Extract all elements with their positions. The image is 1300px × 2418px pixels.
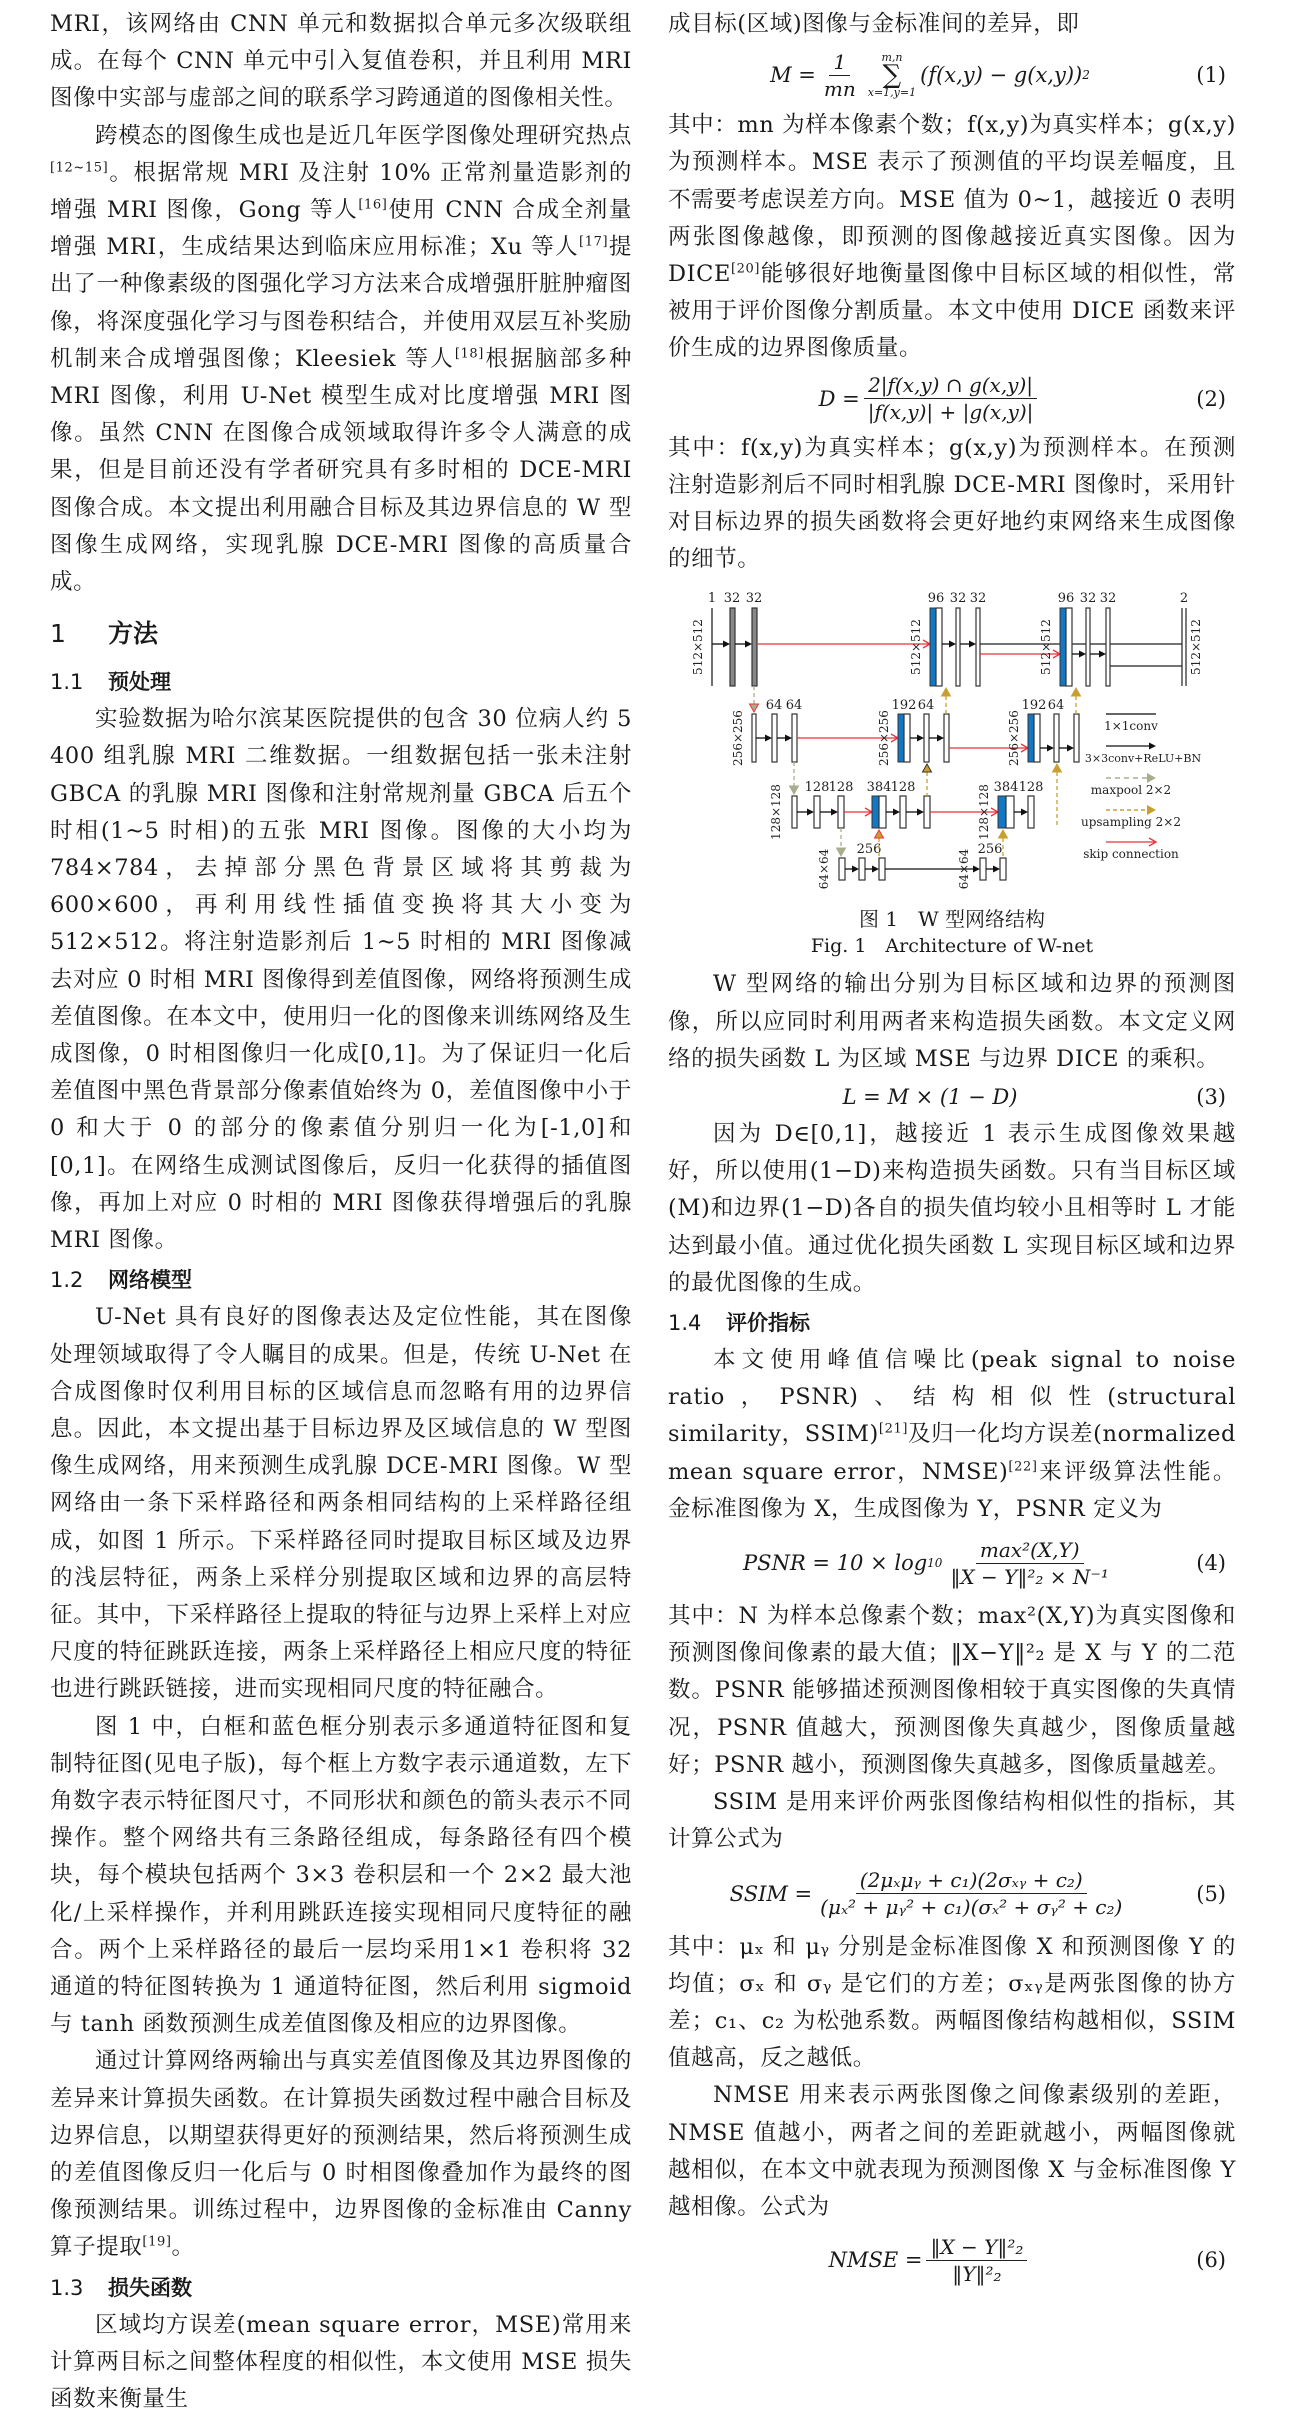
paragraph: 因为 D∈[0,1]，越接近 1 表示生成图像效果越好，所以使用(1−D)来构造损失函数。只有当目标区域(M)和边界(1−D)各自的损失值均较小且相等时 L 才能达到最小值。通过优化损失函数 L 实现目标区域和边界的最优图像的生成。 — [668, 1121, 1236, 1296]
feature-map — [1086, 608, 1090, 686]
upsample-arrowhead — [1053, 764, 1062, 772]
conv-arrowhead — [872, 866, 879, 873]
subsection-heading: 1.4 评价指标 — [668, 1311, 810, 1336]
upsample-arrowhead — [923, 764, 932, 772]
equation-number: (2) — [1196, 386, 1226, 411]
feature-map — [792, 714, 797, 762]
feature-map — [772, 714, 777, 762]
conv-arrowhead — [1021, 809, 1028, 816]
size-label: 256×256 — [1007, 710, 1021, 767]
equation-1: M = $\frac{1}{mn}$ m,n ∑ x=1,y=1 (f(x,y) − g(x,y)) 2 (1) — [770, 49, 1226, 101]
equation-5: SSIM = $\frac{\text{(2μₓμᵧ + c₁)(2σₓᵧ + c₂)}}{\text{(μₓ² + μᵧ² + c₁)(σₓ² + σᵧ² + c₂)}}$ (5) — [729, 1868, 1226, 1919]
conv-arrowhead — [852, 866, 859, 873]
equation-number: (3) — [1196, 1085, 1226, 1110]
w-net-diagram — [668, 582, 1236, 902]
equation-6: NMSE = $\frac{\text{‖X − Y‖²₂}}{\text{‖Y‖²₂}}$ (6) — [828, 2234, 1226, 2286]
channel-label: 64 — [765, 698, 783, 714]
feature-map — [976, 608, 980, 686]
channel-label: 96 — [927, 591, 945, 607]
channel-label: 192 — [891, 698, 917, 714]
figure-caption-en: Fig. 1 Architecture of W-net — [810, 935, 1094, 958]
left-column — [50, 0, 632, 2418]
paragraph: 区域均方误差(mean square error，MSE)常用来计算两目标之间整体程度的相似性，本文使用 MSE 损失函数来衡量生 — [50, 2311, 632, 2412]
conv-arrowhead — [1079, 651, 1086, 658]
feature-map — [1054, 714, 1059, 762]
equation-3: L = M × (1 − D) (3) — [842, 1085, 1226, 1110]
channel-label: 32 — [949, 591, 967, 607]
channel-label: 128 — [890, 780, 916, 796]
legend-label: upsampling 2×2 — [1080, 815, 1182, 830]
paragraph: SSIM 是用来评价两张图像结构相似性的指标，其计算公式为 — [668, 1789, 1236, 1853]
legend-label: 3×3conv+ReLU+BN — [1084, 752, 1202, 766]
channel-label: 96 — [1057, 591, 1075, 607]
paragraph: NMSE 用来表示两张图像之间像素级别的差距，NMSE 值越小，两者之间的差距就越小，两幅图像就越相似，在本文中就表现为预测图像 X 与金标准图像 Y 越相像。公式为 — [668, 2082, 1236, 2220]
conv-arrowhead — [765, 735, 772, 742]
feature-map — [980, 858, 986, 880]
feature-map — [1066, 608, 1072, 686]
conv-arrowhead — [807, 809, 814, 816]
feature-map — [839, 858, 845, 880]
feature-map — [752, 608, 757, 686]
copied-feature-map — [1028, 714, 1034, 762]
feature-map — [752, 714, 756, 762]
conv-arrowhead — [1099, 651, 1106, 658]
copied-feature-map — [872, 796, 879, 828]
paragraph: 其中：f(x,y)为真实样本；g(x,y)为预测样本。在预测注射造影剂后不同时相乳腺 DCE-MRI 图像时，采用针对目标边界的损失函数将会更好地约束网络来生成图像的细节。 — [668, 434, 1236, 573]
channel-label: 384 — [866, 780, 892, 796]
subsection-heading: 1.2 网络模型 — [50, 1268, 192, 1293]
feature-map — [924, 796, 930, 828]
paragraph: 通过计算网络两输出与真实差值图像及其边界图像的差异来计算损失函数。在计算损失函数过程中融合目标及边界信息，以期望获得更好的预测结果，然后将预测生成的差值图像反归一化后与 0 时相图像叠加作为最终的图像预测结果。训练过程中，边界图像的金标准由 Canny 算子提取[19]。 — [50, 2048, 632, 2261]
w-net-figure — [668, 582, 1236, 906]
channel-label: 32 — [969, 591, 987, 607]
citation: [21] — [878, 1421, 908, 1437]
channel-label: 192 — [1021, 698, 1047, 714]
feature-map — [1028, 796, 1034, 828]
citation: [19] — [142, 2234, 172, 2250]
copied-feature-map — [998, 796, 1006, 828]
channel-label: 128 — [804, 780, 830, 796]
upsample-arrowhead — [999, 830, 1008, 838]
size-label: 128×128 — [977, 784, 991, 841]
conv-arrowhead — [969, 641, 976, 648]
size-label: 512×512 — [1039, 619, 1053, 676]
feature-map — [924, 714, 929, 762]
section-heading: 1 方法 — [50, 619, 159, 649]
size-label: 64×64 — [957, 849, 971, 890]
paragraph: W 型网络的输出分别为目标区域和边界的预测图像，所以应同时利用两者来构造损失函数。本文定义网络的损失函数 L 为区域 MSE 与边界 DICE 的乘积。 — [668, 971, 1236, 1072]
conv-arrowhead — [831, 809, 838, 816]
citation: [17] — [579, 234, 609, 250]
subsection-heading: 1.1 预处理 — [50, 670, 171, 695]
legend-label: skip connection — [1083, 847, 1179, 862]
citation: [22] — [1008, 1459, 1038, 1475]
conv-arrowhead — [1047, 745, 1054, 752]
legend-maxpool-head — [1147, 773, 1156, 783]
feature-map — [1106, 608, 1110, 686]
feature-map — [944, 714, 949, 762]
equation-number: (1) — [1196, 63, 1226, 88]
size-label: 256×256 — [731, 710, 745, 767]
paragraph: 本文使用峰值信噪比(peak signal to noise ratio，PSNR)、结构相似性(structural similarity，SSIM)[21]及归一化均方误差(normalized mean square error，NMSE)[22]来评级算法性能。金标准图像为 X，生成图像为 Y，PSNR 定义为 — [668, 1347, 1237, 1522]
channel-label: 64 — [1047, 698, 1065, 714]
paragraph: 其中：mn 为样本像素个数；f(x,y)为真实样本；g(x,y)为预测样本。MSE 表示了预测值的平均误差幅度，且不需要考虑误差方向。MSE 值为 0~1，越接近 0 表明两张图像越像，即预测的图像越接近真实图像。因为 DICE[20]能够很好地衡量图像中目标区域的相似性，常被用于评价图像分割质量。本文中使用 DICE 函数来评价生成的边界图像质量。 — [668, 112, 1236, 362]
channel-label: 2 — [1179, 591, 1189, 607]
copied-feature-map — [930, 608, 936, 686]
feature-map — [838, 796, 844, 828]
channel-label: 1 — [707, 591, 717, 607]
conv-arrowhead — [917, 809, 924, 816]
copied-feature-map — [898, 714, 904, 762]
upsample-arrowhead — [875, 830, 884, 838]
feature-map — [879, 796, 886, 828]
feature-map — [730, 608, 735, 686]
maxpool-arrowhead — [837, 848, 846, 856]
conv-arrowhead — [937, 735, 944, 742]
channel-label: 32 — [1079, 591, 1097, 607]
legend-upsample-head — [1147, 805, 1156, 815]
paragraph: 跨模态的图像生成也是近几年医学图像处理研究热点[12~15]。根据常规 MRI 及注射 10% 正常剂量造影剂的增强 MRI 图像，Gong 等人[16]使用 CNN 合成全剂量增强 MRI，生成结果达到临床应用标准；Xu 等人[17]提出了一种像素级的图强化学习方法来合成增强肝脏肿瘤图像，将深度强化学习与图卷积结合，并使用双层互补奖励机制来合成增强图像；Kleesiek 等人[18]根据脑部多种 MRI 图像，利用 U-Net 模型生成对比度增强 MRI 图像。虽然 CNN 在图像合成领域取得许多令人满意的成果，但是目前还没有学者研究具有多时相的 DCE-MRI 图像合成。本文提出利用融合目标及其边界信息的 W 型图像生成网络，实现乳腺 DCE-MRI 图像的高质量合成。 — [50, 122, 633, 596]
paragraph: U-Net 具有良好的图像表达及定位性能，其在图像处理领域取得了令人瞩目的成果。但是，传统 U-Net 在合成图像时仅利用目标的区域信息而忽略有用的边界信息。因此，本文提出基于目标边界及区域信息的 W 型图像生成网络，用来预测生成乳腺 DCE-MRI 图像。W 型网络由一条下采样路径和两条相同结构的上采样路径组成，如图 1 所示。下采样路径同时提取目标区域及边界的浅层特征，两条上采样分别提取区域和边界的高层特征。其中，下采样路径上提取的特征与边界上采样上对应尺度的特征跳跃连接，两条上采样路径上相应尺度的特征也进行跳跃链接，进而实现相同尺度的特征融合。 — [50, 1304, 632, 1703]
feature-map — [900, 796, 906, 828]
conv-arrowhead — [723, 641, 730, 648]
equation-4: PSNR = 10 × log 10 $\frac{\text{max²(X,Y)}}{\text{‖X − Y‖²₂ × N⁻¹}}$ (4) — [743, 1537, 1226, 1589]
feature-map — [936, 608, 942, 686]
size-label: 512×512 — [1189, 619, 1203, 676]
conv-arrowhead — [745, 641, 752, 648]
size-label: 128×128 — [769, 784, 783, 841]
upsample-arrowhead — [1072, 688, 1081, 696]
channel-label: 32 — [723, 591, 741, 607]
paragraph: MRI，该网络由 CNN 单元和数据拟合单元多次级联组成。在每个 CNN 单元中引入复值卷积，并且利用 MRI 图像中实部与虚部之间的联系学习跨通道的图像相关性。 — [50, 11, 632, 112]
feature-map — [814, 796, 820, 828]
equation-2: D = $\frac{2|f(x,y) \cap g(x,y)|}{|f(x,y)| + |g(x,y)|}$ (2) — [818, 373, 1226, 425]
conv-arrowhead — [1149, 743, 1156, 750]
channel-label: 32 — [1099, 591, 1117, 607]
channel-label: 256 — [977, 842, 1003, 858]
channel-label: 128 — [828, 780, 854, 796]
channel-label: 64 — [917, 698, 935, 714]
equation-number: (4) — [1196, 1551, 1226, 1576]
citation: [20] — [730, 261, 761, 277]
paragraph: 实验数据为哈尔滨某医院提供的包含 30 位病人约 5 400 组乳腺 MRI 二维数据。一组数据包括一张未注射 GBCA 的乳腺 MRI 图像和注射常规剂量 GBCA 后五个时相(1~5 时相)的五张 MRI 图像。图像的大小均为 784×784，去掉部分黑色背景区域将其剪裁为 600×600，再利用线性插值变换将其大小变为 512×512。将注射造影剂后 1~5 时相的 MRI 图像减去对应 0 时相 MRI 图像得到差值图像，网络将预测生成差值图像。在本文中，使用归一化的图像来训练网络及生成图像，0 时相图像归一化成[0,1]。为了保证归一化后差值图中黑色背景部分像素值始终为 0，差值图像中小于 0 和大于 0 的部分的像素值分别归一化为[-1,0]和[0,1]。在网络生成测试图像后，反归一化获得的插值图像，再加上对应 0 时相的 MRI 图像获得增强后的乳腺 MRI 图像。 — [50, 706, 632, 1254]
conv-arrowhead — [893, 809, 900, 816]
citation: [16] — [358, 197, 388, 213]
conv-arrowhead — [785, 735, 792, 742]
feature-map — [956, 608, 960, 686]
paragraph: 其中：μₓ 和 μᵧ 分别是金标准图像 X 和预测图像 Y 的均值；σₓ 和 σᵧ 是它们的方差；σₓᵧ是两张图像的协方差；c₁、c₂ 为松弛系数。两幅图像结构越相似，SSIM 值越高，反之越低。 — [668, 1933, 1236, 2072]
feature-map — [792, 796, 797, 828]
copied-feature-map — [1060, 608, 1066, 686]
equation-number: (6) — [1196, 2248, 1226, 2273]
conv-arrowhead — [973, 866, 980, 873]
feature-map — [1000, 858, 1006, 880]
conv-arrowhead — [949, 641, 956, 648]
upsample-arrowhead — [942, 688, 951, 696]
paragraph: 其中：N 为样本总像素个数；max²(X,Y)为真实图像和预测图像间像素的最大值；‖X−Y‖²₂ 是 X 与 Y 的二范数。PSNR 能够描述预测图像相较于真实图像的失真情况，PSNR 值越大，预测图像失真越少，图像质量越好；PSNR 越小，预测图像失真越多，图像质量越差。 — [668, 1603, 1236, 1778]
legend-label: maxpool 2×2 — [1090, 783, 1172, 798]
channel-label: 128 — [1018, 780, 1044, 796]
feature-map — [1074, 714, 1079, 762]
citation: [12~15] — [50, 160, 109, 176]
channel-label: 32 — [745, 591, 763, 607]
figure-caption-cn: 图 1 W 型网络结构 — [859, 907, 1045, 932]
channel-label: 384 — [993, 780, 1019, 796]
feature-map — [904, 714, 910, 762]
maxpool-arrowhead — [750, 704, 759, 712]
size-label: 512×512 — [691, 619, 705, 676]
feature-map — [1006, 796, 1014, 828]
conv-arrowhead — [917, 735, 924, 742]
size-label: 512×512 — [909, 619, 923, 676]
citation: [18] — [454, 346, 484, 362]
subsection-heading: 1.3 损失函数 — [50, 2275, 192, 2300]
legend-label: 1×1conv — [1104, 719, 1158, 734]
conv-arrowhead — [993, 866, 1000, 873]
right-column — [668, 0, 1236, 2294]
channel-label: 256 — [856, 842, 882, 858]
paragraph: 成目标(区域)图像与金标准间的差异，即 — [668, 11, 1080, 37]
feature-map — [1034, 714, 1040, 762]
equation-number: (5) — [1196, 1881, 1226, 1906]
conv-arrowhead — [1067, 745, 1074, 752]
size-label: 64×64 — [817, 849, 831, 890]
maxpool-arrowhead — [790, 786, 799, 794]
paragraph: 图 1 中，白框和蓝色框分别表示多通道特征图和复制特征图(见电子版)，每个框上方数字表示通道数，左下角数字表示特征图尺寸，不同形状和颜色的箭头表示不同操作。整个网络共有三条路径组成，每条路径有四个模块，每个模块包括两个 3×3 卷积层和一个 2×2 最大池化/上采样操作，并利用跳跃连接实现相同尺度特征的融合。两个上采样路径的最后一层均采用1×1 卷积将 32 通道的特征图转换为 1 通道特征图，然后利用 sigmoid 与 tanh 函数预测生成差值图像及相应的边界图像。 — [50, 1713, 632, 2038]
size-label: 256×256 — [877, 710, 891, 767]
feature-map — [859, 858, 865, 880]
channel-label: 64 — [785, 698, 803, 714]
feature-map — [879, 858, 885, 880]
